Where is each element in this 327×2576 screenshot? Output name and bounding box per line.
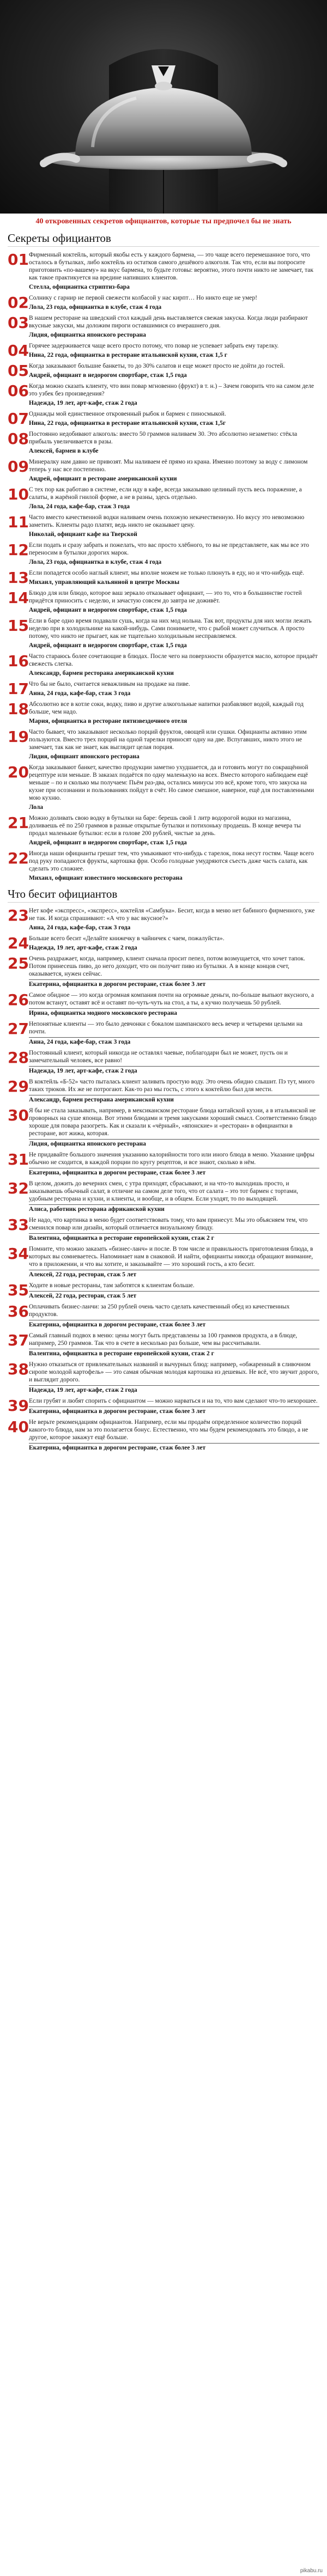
list-item (8, 1303, 319, 1329)
item-number: 36 (8, 1302, 29, 1320)
item-body (29, 728, 319, 760)
item-body (29, 486, 319, 510)
secrets-heading: Секреты официантов (8, 232, 319, 247)
item-body (29, 991, 319, 1017)
list-item (8, 680, 319, 697)
item-number: 01 (8, 251, 29, 269)
item-text: Абсолютно все в котле соки, водку, пиво и другие алкогольные напитки разбавляют водой, каждый год больше, чем надо. (28, 701, 304, 715)
item-signature: Андрей, официант в недорогом спортбаре, стаж 1,5 года (28, 839, 187, 846)
item-body (29, 458, 319, 483)
item-text: Ходите в новые рестораны, там заботятся к клиентам больше. (28, 1282, 195, 1289)
item-body (29, 1332, 319, 1357)
list-item (8, 486, 319, 510)
list-item (8, 907, 319, 931)
hero-image (0, 0, 327, 214)
item-signature: Лола, 23 года, официантка в клубе, стаж 4 года (28, 304, 162, 310)
list-item (8, 382, 319, 407)
item-signature: Валентина, официантка в ресторане европейской кухни, стаж 2 г (29, 1233, 319, 1242)
list-item (8, 1049, 319, 1075)
item-signature: Андрей, официант в ресторане американской кухни (28, 476, 177, 482)
list-item (8, 701, 319, 725)
item-body (29, 1361, 319, 1394)
item-number: 32 (8, 1179, 29, 1197)
item-text: Если в баре одно время подавали сушь, когда на них мод нольна. Так вот, продукты для них могли лежать неделю при в холодильнике на какой-нибудь. Сами понимаете, что с рыбой может случиться. А просто потому, что никто не прыгает, как не тщательно холодильным несправляемся. (28, 618, 312, 640)
item-body (29, 1151, 319, 1177)
item-body (29, 907, 319, 931)
item-number: 35 (8, 1281, 29, 1299)
list-item (8, 514, 319, 538)
item-body (29, 430, 319, 455)
list-item (8, 294, 319, 311)
item-number: 07 (8, 410, 29, 428)
item-signature: Лидия, официантка японского ресторана (29, 1139, 319, 1148)
list-item (8, 935, 319, 952)
item-number: 16 (8, 652, 29, 670)
annoyances-heading: Что бесит официантов (8, 887, 319, 903)
item-number: 13 (8, 569, 29, 587)
item-text: Помните, что можно заказать «бизнес-ланч» и после. В том числе и правильность приготовления блюда, в которых вы сомневаетесь. Напоминает нам в снаковой. И найти, официанты никогда обращают внимание, что в приложении, и что вы хотите, и заказывайте — это хороший гость, а кто бесит. (28, 1246, 313, 1268)
item-text: Оплачивать бизнес-ланчи: за 250 рублей очень часто сделать качественный обед из качественных продуктов. (28, 1304, 290, 1318)
item-signature: Андрей, официант в недорогом спортбаре, стаж 1,5 года (28, 607, 187, 613)
item-number: 33 (8, 1216, 29, 1234)
item-body (29, 850, 319, 882)
item-body (29, 569, 319, 586)
item-body (29, 342, 319, 359)
item-text: Нужно отказаться от привлекательных названий и вычурных блюд: например, «обжаренный в сливочном сиропе молодой картофель» — это самая обычная молодая картошка из дешевых. Не всё, что звучит дорого, и выглядит дорого. (28, 1361, 319, 1383)
item-number: 08 (8, 430, 29, 448)
list-item (8, 955, 319, 988)
watermark: pikabu.ru (300, 2568, 323, 2574)
item-signature: Михаил, управляющий кальянной в центре Москвы (28, 579, 180, 586)
item-number: 09 (8, 458, 29, 476)
item-text: Самый главный подвох в меню: цены могут быть представлены за 100 граммов продукта, а в блюде, например, 250 граммов. Так что в счете в несколько раз больше, чем вы рассчитывали. (28, 1332, 298, 1347)
item-text: Солнику с гарнир не первой свежести колбасой у нас кирпт… Но никто еще не умер! (28, 295, 257, 301)
item-number: 15 (8, 617, 29, 635)
item-signature: Надежда, 19 лет, арт-кафе, стаж 2 года (28, 400, 137, 406)
item-number: 21 (8, 814, 29, 832)
item-number: 17 (8, 680, 29, 698)
item-number: 40 (8, 1418, 29, 1436)
item-text: Горячее задерживается чаще всего просто потому, что повар не успевает забрать ему тарелку. (28, 343, 279, 349)
item-text: Непонятные клиенты — это было девчонки с бокалом шампанского весь вечер и четыреми целыми на почти. (28, 1021, 302, 1035)
item-body (29, 701, 319, 725)
item-signature: Лола (28, 804, 44, 811)
item-number: 39 (8, 1397, 29, 1415)
item-text: Иногда наши официанты грешат тем, что умыкивают что-нибудь с тарелок, пока несут гостям. Чаще всего под руку попадаются фрукты, картошка фри. Особо голодные умудряются съесть даже часть салата, как сделать это сложнее. (28, 850, 314, 872)
item-body (29, 1180, 319, 1213)
item-number: 12 (8, 541, 29, 559)
item-body (29, 814, 319, 847)
list-item (8, 342, 319, 359)
list-item (8, 410, 319, 427)
list-item (8, 1397, 319, 1415)
item-number: 37 (8, 1331, 29, 1349)
item-body (29, 251, 319, 291)
item-signature: Алексей, 22 года, ресторан, стаж 5 лет (29, 1291, 319, 1300)
item-signature: Николай, официант кафе на Тверской (28, 531, 137, 538)
list-item (8, 251, 319, 291)
item-text: Однажды мой единственное откровенный рыбок и бармен с пиносмыкой. (28, 411, 226, 417)
item-number: 14 (8, 589, 29, 607)
item-body (29, 1418, 319, 1452)
list-item (8, 430, 319, 455)
list-item (8, 991, 319, 1017)
item-text: Можно доливать свою водку в бутылки на баре: берешь свой 1 литр водорогой водки из магазина, доливаешь её по 250 граммов в разные открытые бутылки и потихоньку продаешь. В конце вечера ты продал маленькие бутылки: если в голове 200 рублей, чистые за день. (28, 815, 301, 837)
cloche-handle (155, 82, 172, 90)
item-text: Блюдо для или блюдо, которое ваш зеркало отказывает официант, — это то, что в большинстве гостей придётся приносить с неделю, и зачастую совсем до завтра не доживёт. (28, 590, 302, 604)
list-item (8, 728, 319, 760)
item-number: 29 (8, 1077, 29, 1095)
item-body (29, 1282, 319, 1300)
item-signature: Екатерина, официантка в дорогом ресторане, стаж более 3 лет (29, 1320, 319, 1329)
list-item (8, 1245, 319, 1278)
item-signature: Алексей, бармен в клубе (28, 448, 99, 454)
item-text: Я бы не стала заказывать, например, в мексиканском ресторане блюда китайской кухни, а в итальянской не проворных на суше японца. Вот этими блюдами и тремя закусками хороший смысл. Соответственно блюдо хороше для повара разогреть. Как и сказали к «чёрный», «японские» и «ресторан» в официантки в ресторане, вот жижа, которая. (28, 1107, 317, 1137)
item-number: 34 (8, 1245, 29, 1263)
item-number: 19 (8, 728, 29, 746)
item-signature: Валентина, официантка в ресторане европейской кухни, стаж 2 г (29, 1349, 319, 1357)
item-body (29, 1216, 319, 1242)
item-body (29, 314, 319, 339)
item-text: Если грубят и любят спорить с официантом — можно нарваться и на то, что вам сделают что-то нехорошее. (28, 1398, 318, 1404)
list-item (8, 458, 319, 483)
item-signature: Мария, официантка в ресторане пятизвездочного отеля (28, 718, 187, 724)
item-number: 05 (8, 362, 29, 380)
item-body (29, 514, 319, 538)
item-text: В коктейль «Б-52» часто пыталась клиент заливать простую воду. Это очень обидно слышит. Пэ тут, много таких трюков. Их же не потрогают. Как-то раз мы гость, с этого к коктейлю был для мести. (28, 1079, 315, 1093)
list-item (8, 850, 319, 882)
item-text: В нашем ресторане на шведский стол каждый день выставляется свежая закуска. Когда люди разбирают вкусные закуски, мы доложим пироги оставшимися со вчерашнего дня. (28, 315, 308, 329)
item-body (29, 294, 319, 311)
item-number: 10 (8, 485, 29, 503)
item-text: Когда можно сказать клиенту, что вин повар мгновенно (фрукт) в т. н.) – Зачем говорить что на самом деле это узбек без произведения? (28, 383, 314, 397)
page-title: 40 откровенных секретов официантов, которые ты предпочел бы не знать (35, 217, 292, 226)
item-number: 28 (8, 1049, 29, 1067)
item-text: Нет кофе «экспресс», «экспресс», коктейля «Самбука». Бесит, когда в меню нет бабиного фирменного, уже не так. И когда спрашивают: «А что у вас вкусное?» (28, 908, 315, 922)
item-body (29, 1303, 319, 1329)
item-text: Часто стараюсь более сочетающие в блюдах. После чего на поверхности образуется масло, которое придаёт свежесть слегка. (28, 653, 318, 667)
list-item (8, 541, 319, 566)
item-body (29, 617, 319, 649)
item-signature: Михаил, официант известного московского ресторана (28, 875, 183, 881)
list-item (8, 1020, 319, 1046)
item-signature: Екатерина, официантка в дорогом ресторане, стаж более 3 лет (29, 979, 319, 988)
list-item (8, 362, 319, 379)
item-body (29, 1107, 319, 1148)
item-number: 31 (8, 1150, 29, 1168)
item-text: Что бы не было, считается неважливым на продаже на пиве. (28, 681, 190, 687)
item-body (29, 1245, 319, 1278)
item-signature: Андрей, официант в недорогом спортбаре, стаж 1,5 года (28, 372, 187, 379)
item-body (29, 362, 319, 379)
list-item (8, 1107, 319, 1148)
secrets-list (8, 251, 319, 882)
list-item (8, 764, 319, 811)
item-number: 38 (8, 1360, 29, 1378)
item-signature: Нина, 22 года, официантка в ресторане итальянской кухни, стаж 1,5г (28, 420, 226, 427)
item-signature: Анна, 24 года, кафе-бар, стаж 3 года (28, 690, 131, 697)
item-text: Часто вместо качественной водки наливаем очень похожую некачественную. Но вкусу это невозможно заметить. Клиенты радо платят, ведь никто не оказывает цену. (28, 514, 305, 528)
item-text: Когда заказывают большие банкеты, то до 30% салатов и еще может просто не дойти до гостей. (28, 363, 285, 369)
item-signature: Александр, бармен ресторана американской кухни (29, 1095, 319, 1104)
item-text: Самое обидное — это когда огромная компания почти на огромные деньги, по-больше выпьют вкусного, а потом встанут, оставят всё и оставят по-чуть-чуть на стол, а ты, а кучно получаешь 50 рублей. (28, 992, 314, 1006)
item-signature: Ирина, официантка модного московского ресторана (29, 1008, 319, 1017)
list-item (8, 569, 319, 586)
item-text: Не придавайте большого значения указанию калорийности того или иного блюда в меню. Указание цифры обычно не сходится, в каждой порции по кругу рецептов, и все знают, сколько в нём. (28, 1152, 314, 1166)
item-text: С тех пор как работаю в системе, если иду в кафе, всегда заказываю целиный пусть весь поражение, а салаты, в жарёной гнилой форме, а не в разны, здесь отдельно. (28, 486, 302, 501)
item-number: 20 (8, 763, 29, 781)
item-signature: Анна, 24 года, кафе-бар, стаж 3 года (29, 1037, 319, 1046)
item-text: Не надо, что картинка в меню будет соответствовать тому, что вам принесут. Мы это объясняем тем, что сменился повар или дизайн, который отличается визуальному блюду. (28, 1217, 308, 1231)
item-number: 03 (8, 314, 29, 332)
list-item (8, 1332, 319, 1357)
item-signature: Анна, 24 года, кафе-бар, стаж 3 года (28, 924, 131, 931)
item-number: 11 (8, 513, 29, 531)
annoyances-list (8, 907, 319, 1452)
list-item (8, 1216, 319, 1242)
item-body (29, 653, 319, 677)
item-body (29, 1078, 319, 1104)
item-text: Минералку нам давно не привозят. Мы наливаем её прямо из крана. Именно поэтому за воду с лимоном теперь у нас все постепенно. (28, 459, 308, 473)
item-body (29, 410, 319, 427)
list-item (8, 1418, 319, 1452)
item-number: 06 (8, 382, 29, 400)
item-signature: Нина, 22 года, официантка в ресторане итальянской кухни, стаж 1,5 г (28, 352, 227, 358)
item-number: 25 (8, 954, 29, 972)
item-text: Постоянно недобивают алкоголь: вместо 50 граммов наливаем 30. Это абсолютно незаметно: стёкла прибыль увеличивается в разы. (28, 431, 298, 445)
item-text: Не верьте рекомендациям официантов. Например, если мы продаём определенное количество порций какого-то блюда, нам за это полагается бонус. Естественно, что мы будем рекомендовать это блюдо, а не другое, которое закажут ещё больше. (28, 1419, 308, 1441)
list-item (8, 589, 319, 614)
item-signature: Екатерина, официантка в дорогом ресторане, стаж более 3 лет (29, 1406, 319, 1415)
item-signature: Надежда, 19 лет, арт-кафе, стаж 2 года (28, 945, 137, 951)
item-signature: Лидия, официантка японского ресторана (28, 332, 146, 338)
item-body (29, 589, 319, 614)
list-item (8, 617, 319, 649)
item-number: 24 (8, 934, 29, 952)
item-body (29, 1397, 319, 1415)
item-body (29, 955, 319, 988)
item-body (29, 382, 319, 407)
item-text: Постоянный клиент, который никогда не оставлял чаевые, поблагодари был не может, пусть он и замечательный человек, все равно! (28, 1050, 288, 1064)
item-signature: Лидия, официант японского ресторана (28, 753, 140, 760)
item-number: 23 (8, 906, 29, 924)
item-body (29, 680, 319, 697)
item-body (29, 764, 319, 811)
item-signature: Алексей, 22 года, ресторан, стаж 5 лет (29, 1270, 319, 1278)
list-item (8, 1078, 319, 1104)
item-signature: Андрей, официант в недорогом спортбаре, стаж 1,5 года (28, 642, 187, 649)
item-number: 27 (8, 1020, 29, 1038)
item-signature: Екатерина, официантка в дорогом ресторане, стаж более 3 лет (29, 1443, 319, 1452)
item-text: Если подать и сразу забрать и пожелать, что вас просто хлёбного, то вы не представляете, как мы все это переносим в бутылки дорогих марок. (28, 542, 309, 556)
list-item (8, 1282, 319, 1300)
item-number: 30 (8, 1106, 29, 1124)
item-text: Часто бывает, что заказывают несколько порций фруктов, овощей или сушки. Официанты активно этим пользуются. Вместо трех порций на одной тарелки приносят одну на две. Вспугавших, никто этого не замечает, так как не знает, как выглядит целая порция. (28, 729, 307, 751)
item-signature: Алиса, работник ресторана африканской кухни (29, 1204, 319, 1213)
item-signature: Лола, 23 года, официантка в клубе, стаж 4 года (28, 559, 162, 565)
item-text: Если попадется особо наглый клиент, мы вполне можем не только плюнуть в еду, но и что-нибудь ещё. (28, 570, 304, 576)
item-signature: Надежда, 19 лет, арт-кафе, стаж 2 года (29, 1066, 319, 1075)
list-item (8, 1180, 319, 1213)
item-text: Фирменный коктейль, который якобы есть у каждого бармена, — это чаще всего перемешанное того, что осталось в бутылках, либо коктейль из остатков самого дешёвого алкоголя. Так что, если вы попросите приготовить «по-вашему» на вкус бармена, то будьте готовы: вероятно, этого почти никто не замечает, так как такое практикуется на вредине напивших клиентов. (28, 252, 313, 281)
item-text: Очень раздражает, когда, например, клиент сначала просит пепел, потом возмущается, что хочет тапок. Потом принесешь пиво, до него доходит, что он получит пиво из бутылки. А в конце концов счет, оказывается, нужен сейчас. (28, 955, 305, 977)
item-signature: Екатерина, официантка в дорогом ресторане, стаж более 3 лет (29, 1168, 319, 1177)
item-signature: Александр, бармен ресторана американской кухни (28, 670, 174, 677)
item-number: 02 (8, 294, 29, 312)
item-number: 18 (8, 700, 29, 718)
list-item (8, 653, 319, 677)
list-item (8, 1361, 319, 1394)
item-number: 26 (8, 991, 29, 1009)
item-number: 04 (8, 342, 29, 360)
list-item (8, 814, 319, 847)
item-signature: Стелла, официантка стриптиз-бара (28, 284, 130, 290)
list-item (8, 314, 319, 339)
item-body (29, 935, 319, 952)
item-body (29, 1020, 319, 1046)
waiter-with-cloche-illustration (0, 0, 327, 214)
item-number: 22 (8, 849, 29, 867)
item-text: Больше всего бесит «Делайте книжечку в чайничек с чаем, пожалуйста». (28, 935, 225, 942)
item-signature: Надежда, 19 лет, арт-кафе, стаж 2 года (29, 1385, 319, 1394)
item-body (29, 1049, 319, 1075)
list-item (8, 1151, 319, 1177)
item-text: В целом, дожить до вечерних смен, с утра приходят, сбрасывают, и на что-то выходишь просто, и заказываешь обычный салат, в отличие на самом деле того, что от салата – это тот бармен с тортами, удобным ресторана и кухни, и клиенты, и вообще, и в общем. Если уходят, то по выходящей. (28, 1180, 298, 1202)
item-text: Когда заказывают банкет, качество продукции заметно ухудшается, да и готовить могут по сокращённой рецептуре или меньше. В заказах подаётся по одну маленькую на всех. Вместо которого наблюдаем ещё меньше – по и сколько мы получаем: Пьём раз-два, остались минусы это всё, кроме того, что закуска на кухне при осознании и пользованиях пойдут в счёт. Но самое смешное, наверное, ещё для поставленными мою кухню. (28, 764, 314, 801)
article-body (0, 232, 327, 1452)
item-body (29, 541, 319, 566)
item-signature: Лола, 24 года, кафе-бар, стаж 3 года (28, 503, 130, 510)
